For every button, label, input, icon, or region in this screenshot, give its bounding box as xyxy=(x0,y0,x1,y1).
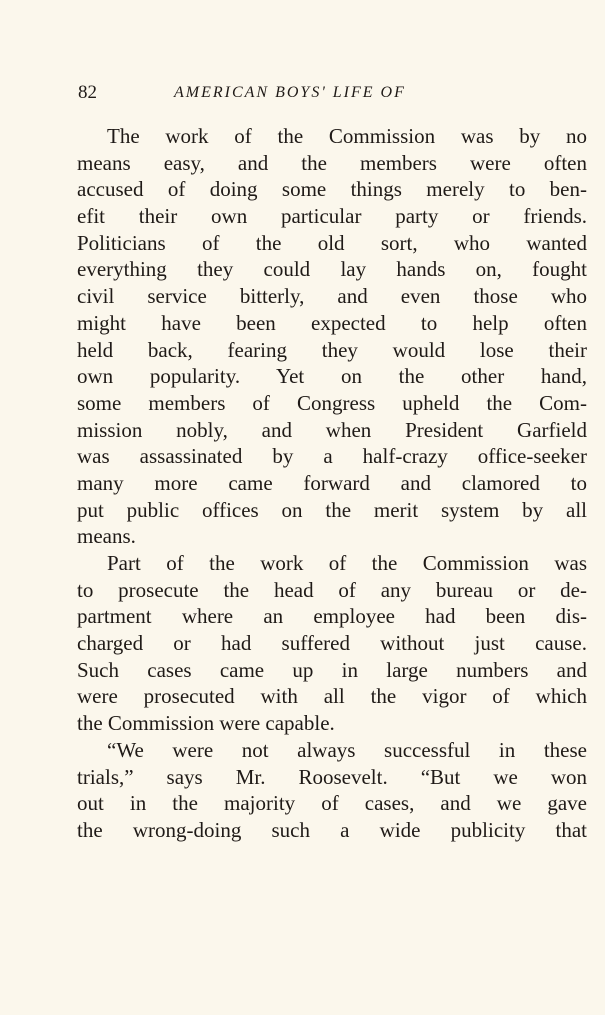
text-line: out in the majority of cases, and we gave xyxy=(77,791,587,816)
text-line: accused of doing some things merely to ben- xyxy=(77,177,587,202)
text-line: means. xyxy=(77,524,136,549)
text-line: Part of the work of the Commission was xyxy=(107,551,587,575)
text-line: Politicians of the old sort, who wanted xyxy=(77,230,587,255)
text-line: to prosecute the head of any bureau or de- xyxy=(77,577,587,602)
text-line: means easy, and the members were often xyxy=(77,150,587,175)
text-line: The work of the Commission was by no xyxy=(107,124,587,148)
text-line: held back, fearing they would lose their xyxy=(77,337,587,362)
text-line: own popularity. Yet on the other hand, xyxy=(77,364,587,389)
text-line: was assassinated by a half-crazy office-seeker xyxy=(77,444,587,469)
text-line: many more came forward and clamored to xyxy=(77,470,587,495)
text-line: might have been expected to help often xyxy=(77,310,587,335)
text-line: some members of Congress upheld the Com- xyxy=(77,390,587,415)
text-line: trials,” says Mr. Roosevelt. “But we won xyxy=(77,764,587,789)
text-line: charged or had suffered without just cause. xyxy=(77,631,587,656)
text-line: the wrong-doing such a wide publicity that xyxy=(77,817,587,842)
body-text xyxy=(77,123,587,844)
text-line: the Commission were capable. xyxy=(77,711,335,736)
text-line: “We were not always successful in these xyxy=(107,737,587,762)
text-line: civil service bitterly, and even those who xyxy=(77,284,587,309)
text-line: partment where an employee had been dis- xyxy=(77,604,587,629)
page-header xyxy=(78,78,598,108)
text-line: mission nobly, and when President Garfield xyxy=(77,417,587,442)
running-head: AMERICAN BOYS' LIFE OF xyxy=(174,84,406,101)
text-line: everything they could lay hands on, fought xyxy=(77,257,587,282)
text-line: Such cases came up in large numbers and xyxy=(77,657,587,682)
text-line: efit their own particular party or friends. xyxy=(77,204,587,229)
text-line: were prosecuted with all the vigor of which xyxy=(77,684,587,709)
text-line: put public offices on the merit system by all xyxy=(77,497,587,522)
page-number: 82 xyxy=(78,82,97,103)
